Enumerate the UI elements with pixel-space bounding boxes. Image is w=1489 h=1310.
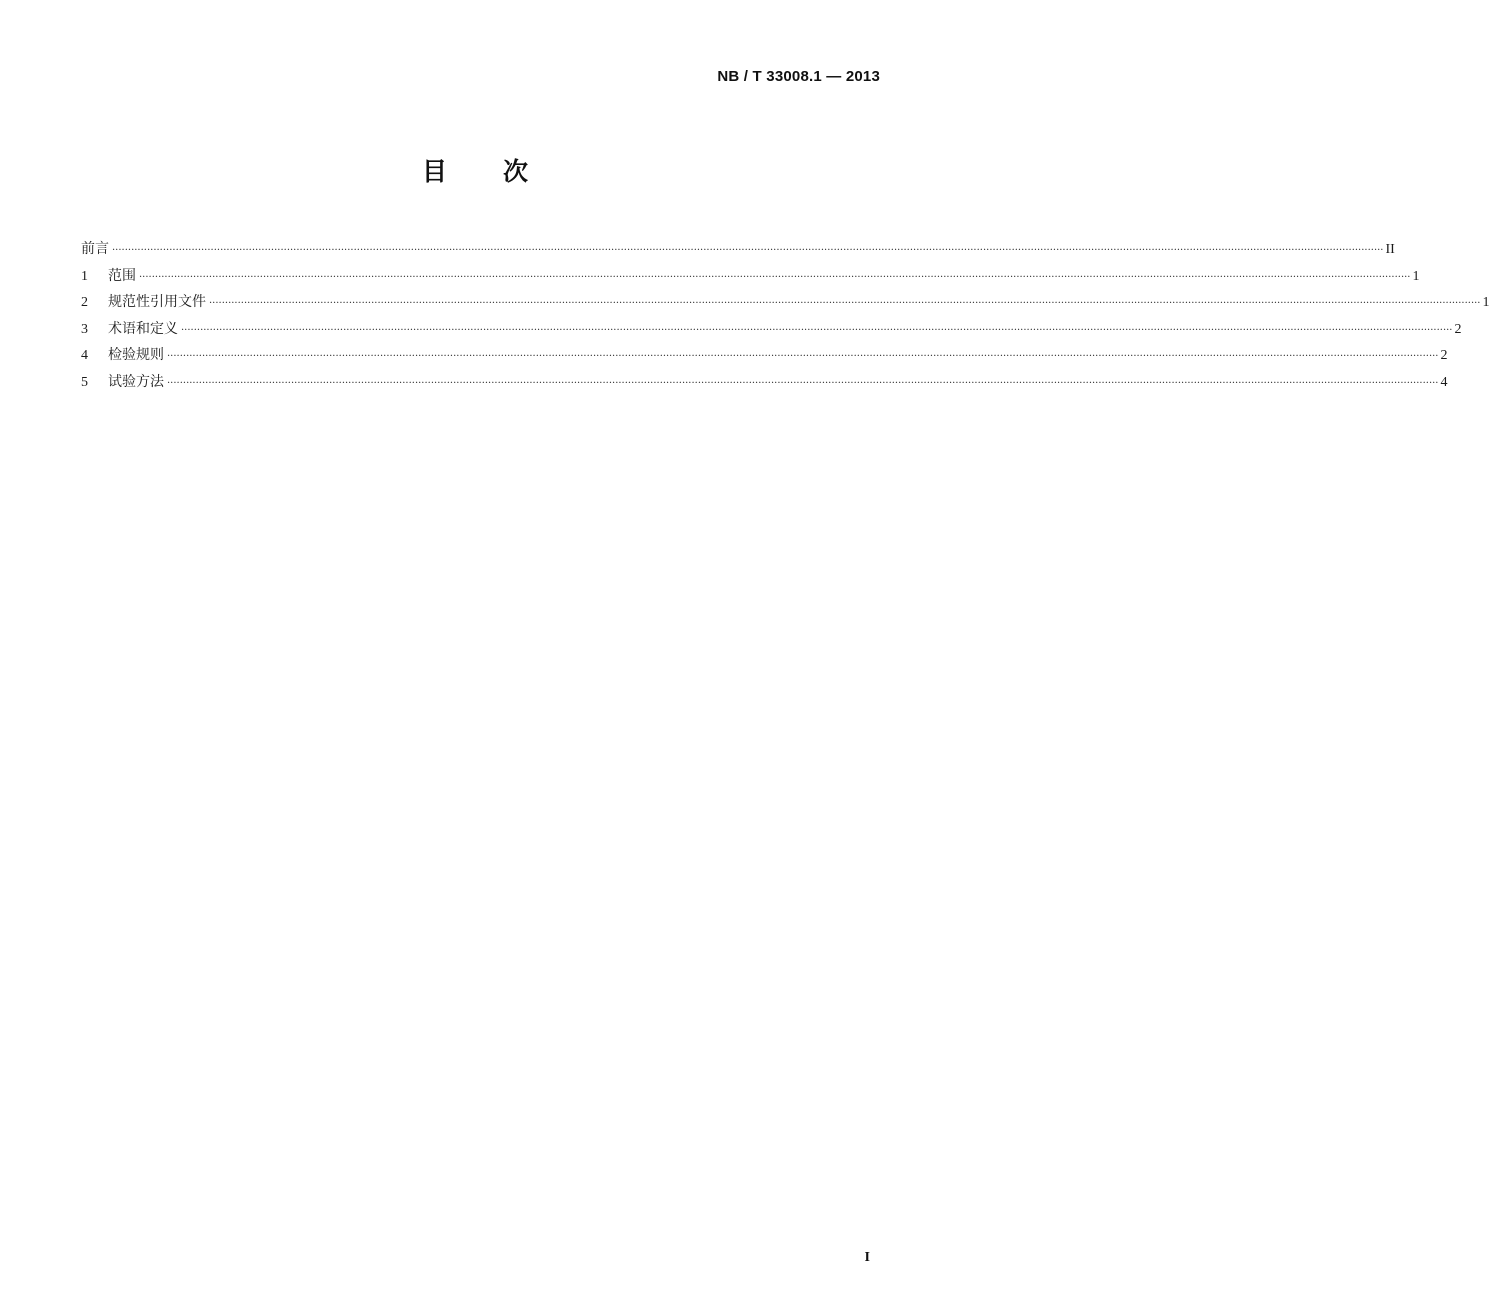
toc-title: 目次 xyxy=(421,157,584,186)
toc-entry-label: 试验方法 xyxy=(108,373,164,390)
toc-entry-page: II xyxy=(1385,242,1395,257)
toc-leader-dots: ················································································································································································································································································································································································································ xyxy=(112,245,1384,256)
toc-leader-dots: ················································································································································································································································································································································································································ xyxy=(139,271,1411,283)
toc-entry-normative-references[interactable] xyxy=(81,289,1489,316)
toc-entry-number: 3 xyxy=(81,321,88,337)
toc-entry-label: 术语和定义 xyxy=(108,320,178,337)
toc-entry-scope[interactable] xyxy=(81,263,1420,290)
toc-leader-dots: ················································································································································································································································································································································································································ xyxy=(167,351,1439,362)
toc-entry-label: 前言 xyxy=(81,241,109,257)
table-of-contents xyxy=(81,236,1489,395)
toc-entry-terms-definitions[interactable] xyxy=(81,316,1462,343)
toc-entry-preface[interactable] xyxy=(81,236,1395,263)
toc-entry-inspection-rules[interactable] xyxy=(81,342,1448,369)
toc-entry-label: 规范性引用文件 xyxy=(108,294,206,310)
page-number: I xyxy=(864,1250,870,1265)
toc-entry-number: 4 xyxy=(81,348,88,363)
toc-entry-test-methods[interactable] xyxy=(81,369,1448,396)
toc-leader-dots: ················································································································································································································································································································································································································ xyxy=(167,377,1439,389)
toc-entry-number: 2 xyxy=(81,295,88,310)
toc-entry-number: 5 xyxy=(81,374,88,390)
toc-leader-dots: ················································································································································································································································································································································································································ xyxy=(209,298,1481,309)
toc-leader-dots: ················································································································································································································································································································································································································ xyxy=(181,324,1453,336)
standard-code: NB / T 33008.1 — 2013 xyxy=(717,68,880,85)
toc-entry-label: 范围 xyxy=(108,267,136,284)
toc-entry-page: 2 xyxy=(1454,321,1462,337)
toc-entry-page: 4 xyxy=(1440,374,1448,390)
toc-entry-label: 检验规则 xyxy=(108,347,164,363)
toc-entry-page: 1 xyxy=(1482,295,1489,310)
toc-entry-number: 1 xyxy=(81,268,88,284)
toc-entry-page: 1 xyxy=(1412,268,1420,284)
toc-entry-page: 2 xyxy=(1440,348,1448,363)
